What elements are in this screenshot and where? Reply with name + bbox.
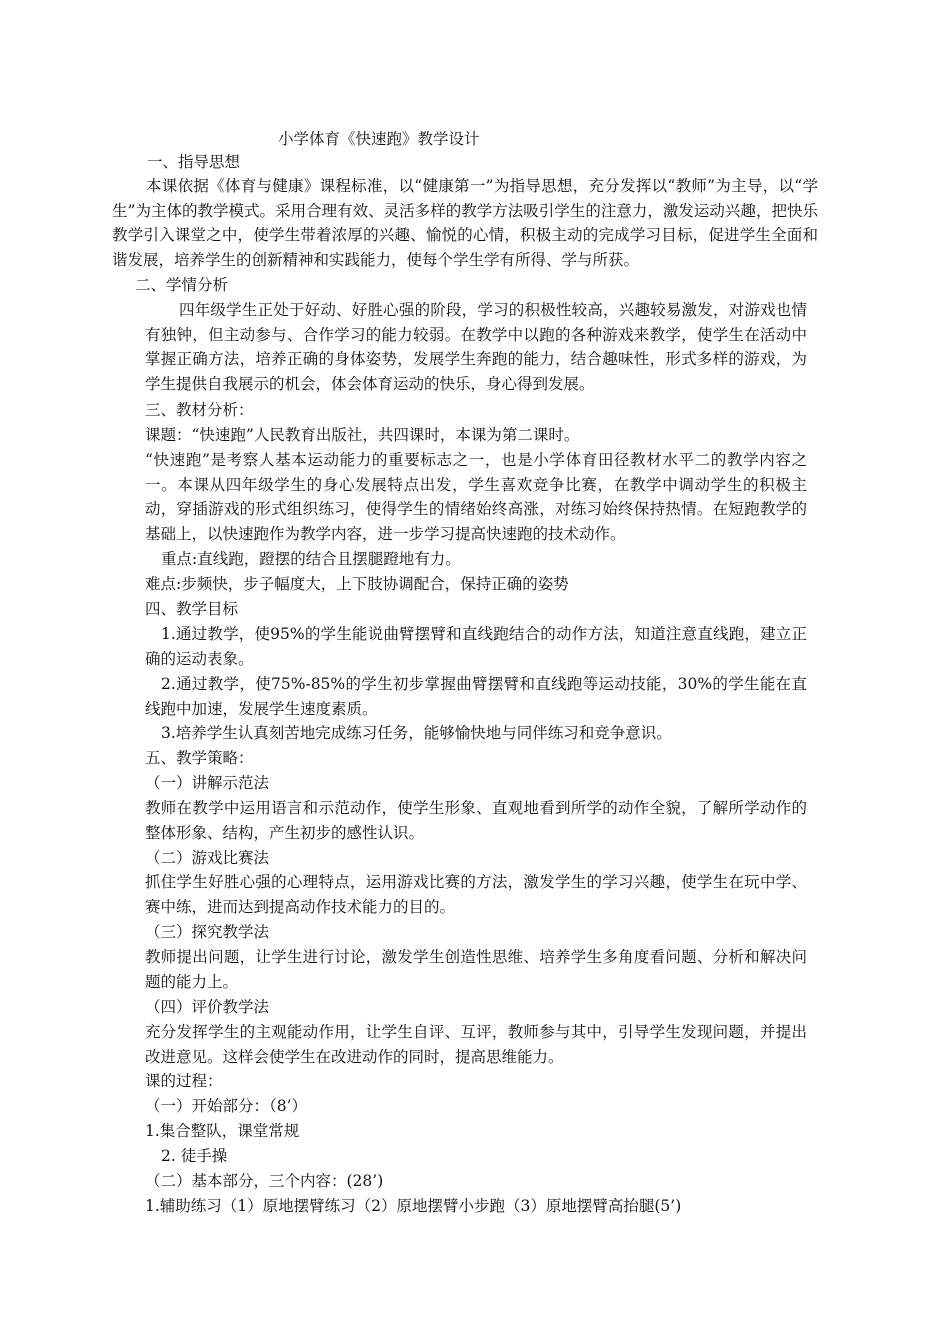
paragraph-guiding-thought: 本课依据《体育与健康》课程标准，以“健康第一”为指导思想，充分发挥以“教师”为主导，以“学生”为主体的教学模式。采用合理有效、灵活多样的教学方法吸引学生的注意力，激发运动兴趣，把快乐教学引入课堂之中，使学生带着浓厚的兴趣、愉悦的心情，积极主动的完成学习目标，促进学生全面和谐发展，培养学生的创新精神和实践能力，使每个学生学有所得、学与所获。 <box>112 177 818 269</box>
section-heading-guiding-thought: 一、指导思想 <box>147 153 241 171</box>
lesson-topic: 课题：“快速跑”人民教育出版社，共四课时，本课为第二课时。 <box>145 426 580 444</box>
method-paragraph-demonstration: 教师在教学中运用语言和示范动作，使学生形象、直观地看到所学的动作全貌，了解所学动作的整体形象、结构，产生初步的感性认识。 <box>145 799 807 842</box>
method-paragraph-game-competition: 抓住学生好胜心强的心理特点，运用游戏比赛的方法，激发学生的学习兴趣，使学生在玩中学、赛中练，进而达到提高动作技术能力的目的。 <box>145 873 807 916</box>
process-item-auxiliary-practice: 1.辅助练习（1）原地摆臂练习（2）原地摆臂小步跑（3）原地摆臂高抬腿(5’) <box>145 1197 682 1215</box>
method-heading-game-competition: （二）游戏比赛法 <box>145 849 270 867</box>
section-heading-teaching-strategy: 五、教学策略： <box>145 749 254 767</box>
teaching-goal-2: 2.通过教学，使75%-85%的学生初步掌握曲臂摆臂和直线跑等运动技能，30%的学生能在直线跑中加速，发展学生速度素质。 <box>145 675 807 718</box>
process-heading-opening: （一）开始部分：（8’） <box>145 1097 308 1115</box>
method-heading-demonstration: （一）讲解示范法 <box>145 774 270 792</box>
method-paragraph-evaluation: 充分发挥学生的主观能动作用，让学生自评、互评，教师参与其中，引导学生发现问题，并提出改进意见。这样会使学生在改进动作的同时，提高思维能力。 <box>145 1023 807 1066</box>
document-title: 小学体育《快速跑》教学设计 <box>278 130 480 148</box>
section-heading-lesson-process: 课的过程： <box>145 1072 223 1090</box>
process-heading-basic-part: （二）基本部分，三个内容：(28’) <box>145 1172 384 1190</box>
section-heading-student-analysis: 二、学情分析 <box>135 276 229 294</box>
paragraph-material-analysis: “快速跑”是考察人基本运动能力的重要标志之一，也是小学体育田径教材水平二的教学内容之一。本课从四年级学生的身心发展特点出发，学生喜欢竞争比赛，在教学中调动学生的积极主动，穿插游戏的形式组织练习，使得学生的情绪始终高涨，对练习始终保持热情。在短跑教学的基础上，以快速跑作为教学内容，进一步学习提高快速跑的技术动作。 <box>145 451 807 543</box>
process-item-assembly: 1.集合整队，课堂常规 <box>145 1122 300 1140</box>
teaching-goal-1: 1.通过教学，使95%的学生能说曲臂摆臂和直线跑结合的动作方法，知道注意直线跑，建立正确的运动表象。 <box>145 625 807 668</box>
difficult-point: 难点:步频快，步子幅度大，上下肢协调配合，保持正确的姿势 <box>145 575 569 593</box>
method-paragraph-inquiry: 教师提出问题，让学生进行讨论，激发学生创造性思维、培养学生多角度看问题、分析和解决问题的能力上。 <box>145 948 807 991</box>
method-heading-evaluation: （四）评价教学法 <box>145 998 270 1016</box>
process-item-freehand-exercise: 2. 徒手操 <box>161 1147 228 1165</box>
method-heading-inquiry: （三）探究教学法 <box>145 923 270 941</box>
key-point: 重点:直线跑，蹬摆的结合且摆腿蹬地有力。 <box>161 550 461 568</box>
teaching-goal-3: 3.培养学生认真刻苦地完成练习任务，能够愉快地与同伴练习和竞争意识。 <box>161 724 672 742</box>
paragraph-student-analysis: 四年级学生正处于好动、好胜心强的阶段，学习的积极性较高，兴趣较易激发，对游戏也情有独钟，但主动参与、合作学习的能力较弱。在教学中以跑的各种游戏来教学，使学生在活动中掌握正确方法，培养正确的身体姿势，发展学生奔跑的能力，结合趣味性，形式多样的游戏，为学生提供自我展示的机会，体会体育运动的快乐，身心得到发展。 <box>145 301 807 393</box>
section-heading-material-analysis: 三、教材分析： <box>145 401 254 419</box>
section-heading-teaching-goals: 四、教学目标 <box>145 600 239 618</box>
